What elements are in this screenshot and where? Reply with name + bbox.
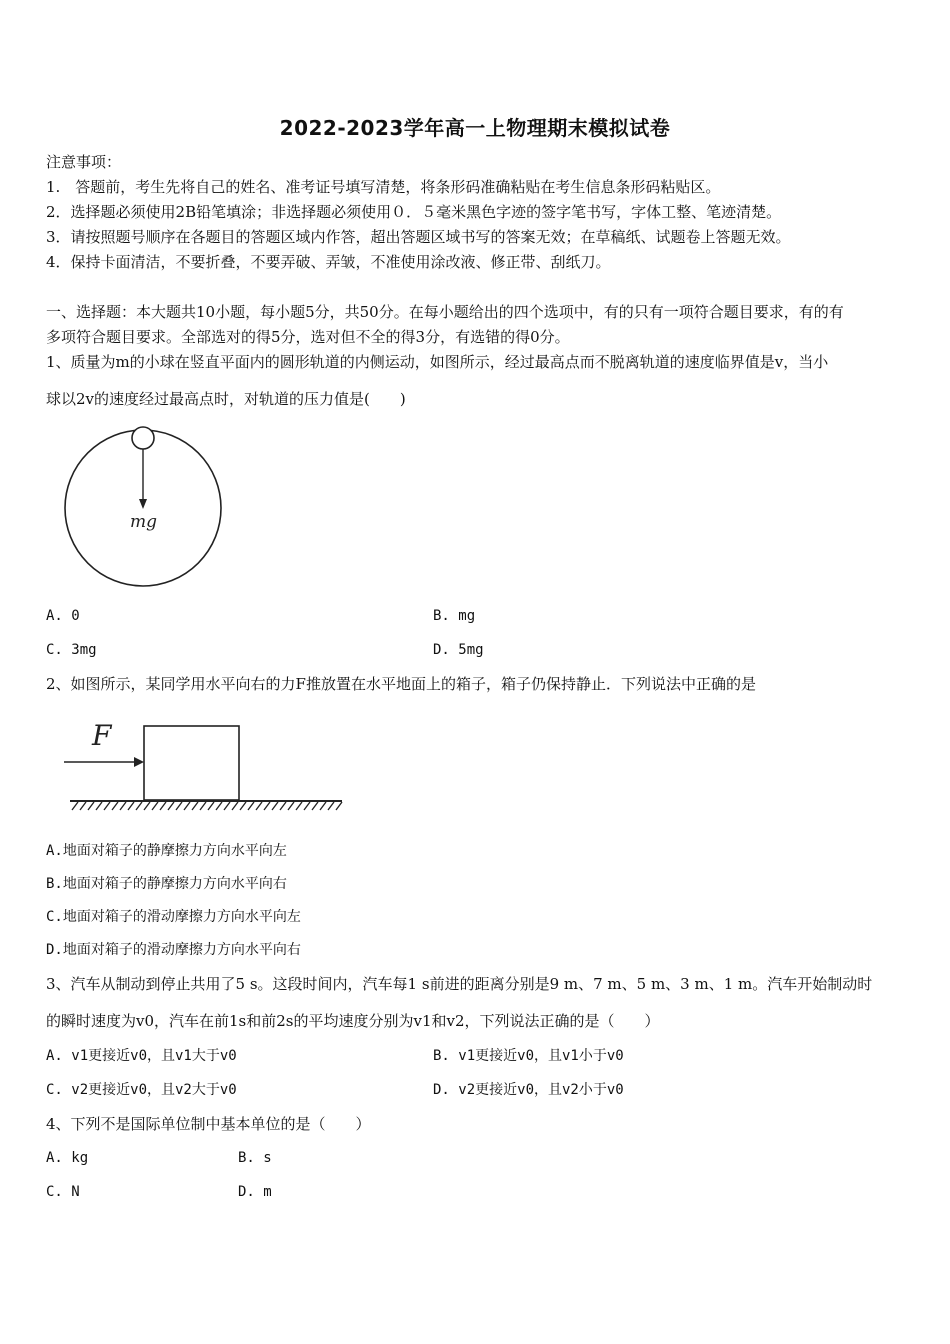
q4-option-b: B. s (238, 1150, 272, 1166)
hatch-mark (336, 802, 342, 810)
hatch-mark (232, 802, 238, 810)
hatch-mark (96, 802, 102, 810)
hatch-mark (272, 802, 278, 810)
hatch-mark (160, 802, 166, 810)
q1-stem-line-2: 球以2v的速度经过最高点时，对轨道的压力值是( ) (46, 390, 406, 408)
section-header-line-2: 多项符合题目要求。全部选对的得5分，选对但不全的得3分，有选错的得0分。 (46, 328, 570, 346)
notes-item-4: 4．保持卡面清洁，不要折叠，不要弄破、弄皱，不准使用涂改液、修正带、刮纸刀。 (46, 253, 611, 271)
q3-stem-line-1: 3、汽车从制动到停止共用了5 s。这段时间内，汽车每1 s前进的距离分别是9 m、7 m、5 m、3 m、1 m。汽车开始制动时 (46, 975, 873, 993)
q1-option-a: A. 0 (46, 608, 80, 624)
hatch-mark (280, 802, 286, 810)
hatch-mark (320, 802, 326, 810)
hatch-mark (328, 802, 334, 810)
force-label: F (92, 719, 112, 752)
hatch-mark (296, 802, 302, 810)
hatch-mark (104, 802, 110, 810)
hatch-mark (136, 802, 142, 810)
notes-heading: 注意事项： (46, 153, 122, 171)
section-header-line-1: 一、选择题：本大题共10小题，每小题5分，共50分。在每小题给出的四个选项中，有的只有一项符合题目要求，有的有 (46, 303, 844, 321)
exam-title: 2022-2023学年高一上物理期末模拟试卷 (279, 116, 671, 140)
hatch-mark (120, 802, 126, 810)
q2-option-c: C.地面对箱子的滑动摩擦力方向水平向左 (46, 909, 301, 925)
hatch-mark (72, 802, 78, 810)
ground-hatching (72, 802, 342, 810)
q3-stem-line-2: 的瞬时速度为v0，汽车在前1s和前2s的平均速度分别为v1和v2，下列说法正确的是（ ） (46, 1012, 660, 1030)
notes-item-1: 1. 答题前，考生先将自己的姓名、准考证号填写清楚，将条形码准确粘贴在考生信息条形码粘贴区。 (46, 178, 721, 196)
q1-option-c: C. 3mg (46, 642, 97, 658)
hatch-mark (200, 802, 206, 810)
q2-stem: 2、如图所示，某同学用水平向右的力F推放置在水平地面上的箱子，箱子仍保持静止．下列说法中正确的是 (46, 675, 756, 693)
hatch-mark (88, 802, 94, 810)
ball (132, 427, 154, 449)
q3-option-a: A. v1更接近v0，且v1大于v0 (46, 1048, 237, 1064)
hatch-mark (192, 802, 198, 810)
hatch-mark (256, 802, 262, 810)
force-arrow-head (134, 757, 144, 767)
hatch-mark (216, 802, 222, 810)
q2-option-a: A.地面对箱子的静摩擦力方向水平向左 (46, 843, 287, 859)
q3-option-b: B. v1更接近v0，且v1小于v0 (433, 1048, 624, 1064)
q1-option-b: B. mg (433, 608, 476, 624)
hatch-mark (112, 802, 118, 810)
hatch-mark (208, 802, 214, 810)
hatch-mark (224, 802, 230, 810)
q1-stem-line-1: 1、质量为m的小球在竖直平面内的圆形轨道的内侧运动，如图所示，经过最高点而不脱离轨道的速度临界值是v，当小 (46, 353, 829, 371)
hatch-mark (312, 802, 318, 810)
q2-option-d: D.地面对箱子的滑动摩擦力方向水平向右 (46, 942, 301, 958)
q3-option-d: D. v2更接近v0，且v2小于v0 (433, 1082, 624, 1098)
hatch-mark (128, 802, 134, 810)
hatch-mark (248, 802, 254, 810)
q4-option-a: A. kg (46, 1150, 89, 1166)
q4-option-d: D. m (238, 1184, 272, 1200)
q2-box-force-diagram (60, 715, 350, 815)
notes-item-2: 2．选择题必须使用2B铅笔填涂；非选择题必须使用０．５毫米黑色字迹的签字笔书写，字体工整、笔迹清楚。 (46, 203, 782, 221)
hatch-mark (176, 802, 182, 810)
hatch-mark (168, 802, 174, 810)
q3-option-c: C. v2更接近v0，且v2大于v0 (46, 1082, 237, 1098)
q4-stem: 4、下列不是国际单位制中基本单位的是（ ） (46, 1115, 371, 1133)
q1-option-d: D. 5mg (433, 642, 484, 658)
hatch-mark (144, 802, 150, 810)
q4-option-c: C. N (46, 1184, 80, 1200)
q1-circular-track-diagram (60, 423, 230, 588)
hatch-mark (184, 802, 190, 810)
hatch-mark (304, 802, 310, 810)
hatch-mark (264, 802, 270, 810)
mg-label: mg (130, 512, 158, 532)
hatch-mark (288, 802, 294, 810)
q2-option-b: B.地面对箱子的静摩擦力方向水平向右 (46, 876, 287, 892)
hatch-mark (240, 802, 246, 810)
box (144, 726, 239, 800)
notes-item-3: 3．请按照题号顺序在各题目的答题区域内作答，超出答题区域书写的答案无效；在草稿纸、试题卷上答题无效。 (46, 228, 791, 246)
gravity-arrow-head (139, 499, 147, 509)
hatch-mark (152, 802, 158, 810)
hatch-mark (80, 802, 86, 810)
